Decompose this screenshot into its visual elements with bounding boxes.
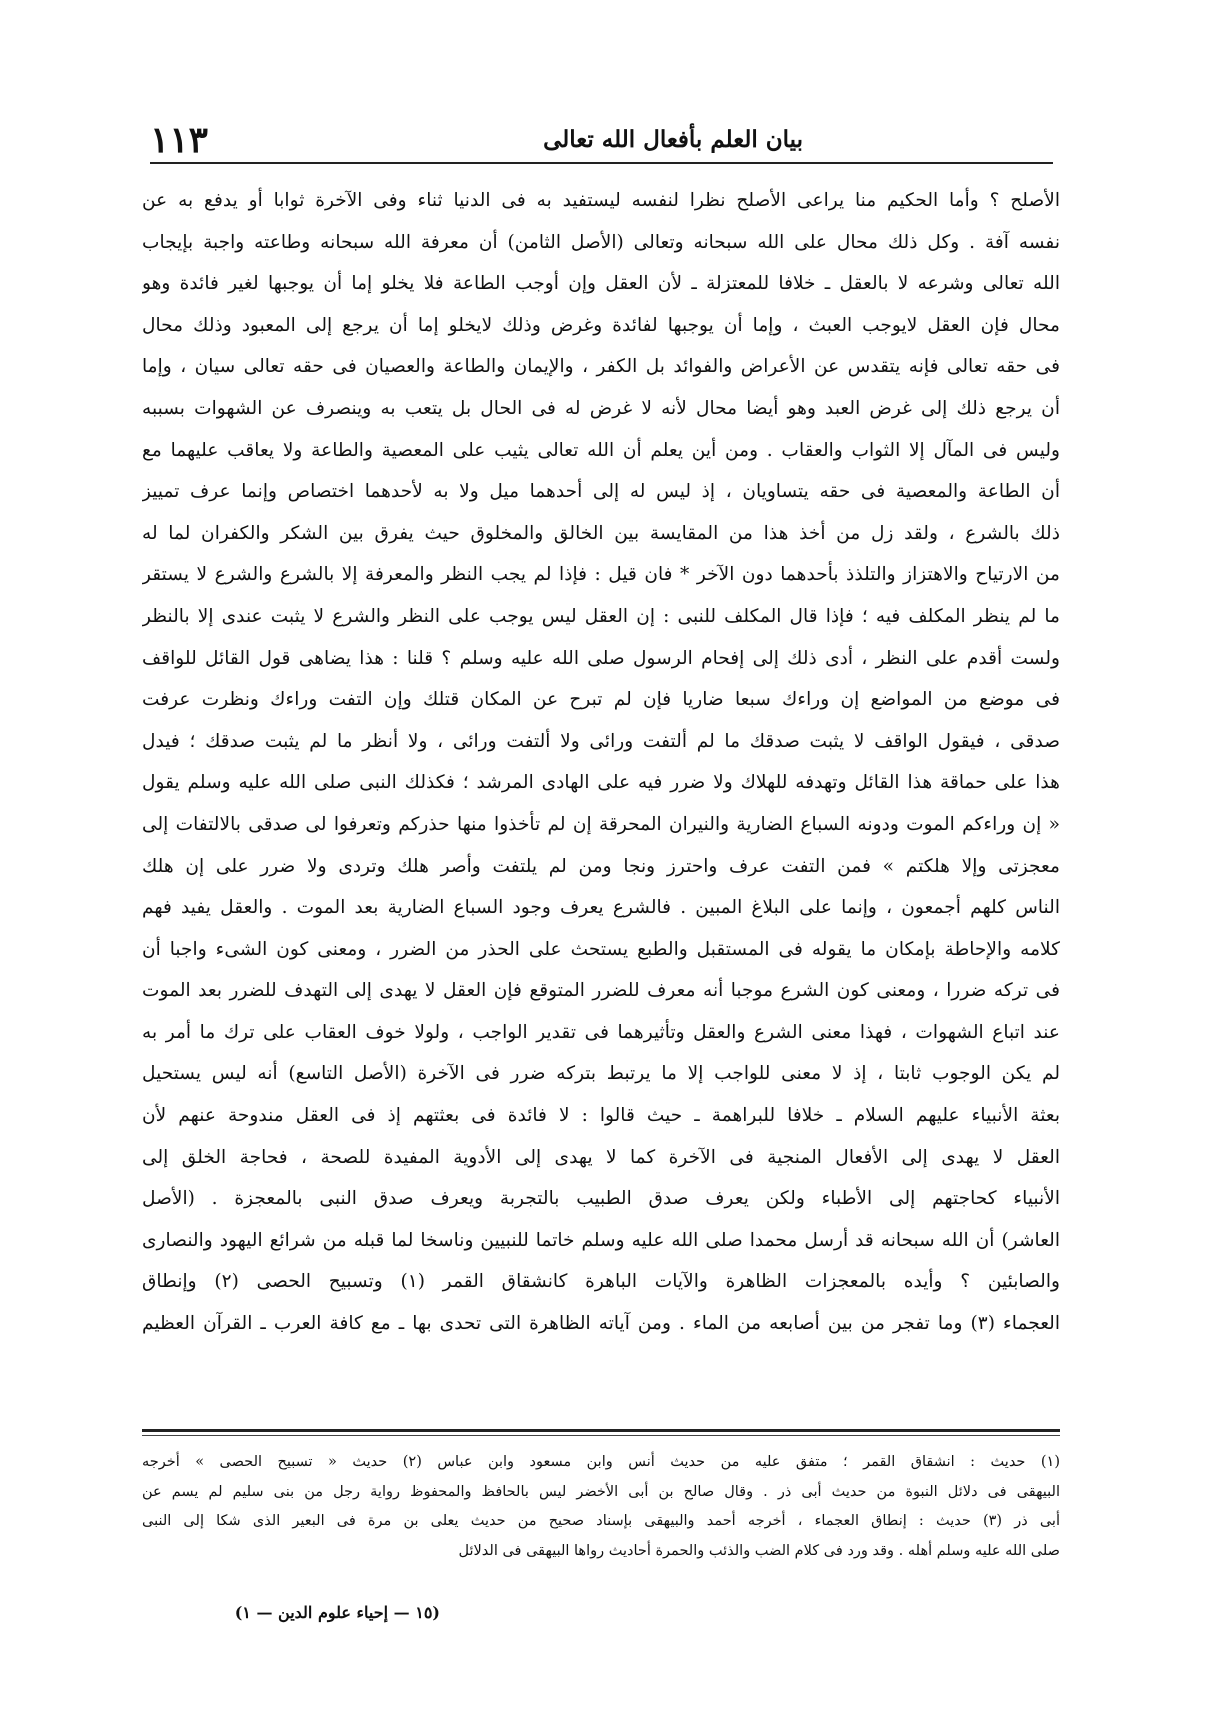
body-line: نفسه آفة . وكل ذلك محال على الله سبحانه وتعالى (الأصل الثامن) أن معرفة الله سبحانه وطاعته واجبة بإيجاب (142, 231, 1060, 253)
body-line: صدقى ، فيقول الواقف لا يثبت صدقك ما لم ألتفت ورائى ولا ألتفت ورائى ، ولا أنظر ما لم يثبت صدقك ؛ فيدل (142, 730, 1060, 752)
signature-mark: (١٥ — إحياء علوم الدين — ١) (234, 1603, 440, 1622)
body-line: العجماء (٣) وما تفجر من بين أصابعه من الماء . ومن آياته الظاهرة التى تحدى بها ـ مع كافة العرب ـ القرآن العظيم (142, 1313, 1060, 1335)
body-line: بعثة الأنبياء عليهم السلام ـ خلافا للبراهمة ـ حيث قالوا : لا فائدة فى بعثتهم إذ فى العقل مندوحة عنهم لأن (142, 1105, 1060, 1127)
body-line: الأصلح ؟ وأما الحكيم منا يراعى الأصلح نظرا لنفسه ليستفيد به فى الدنيا ثناء وفى الآخرة ثوابا أو يدفع به عن (142, 190, 1060, 211)
body-line: هذا على حماقة هذا القائل وتهدفه للهلاك ولا ضرر فيه على الهادى المرشد ؛ فكذلك النبى صلى الله عليه وسلم يقول (142, 772, 1060, 794)
body-line: ولست أقدم على النظر ، أدى ذلك إلى إفحام الرسول صلى الله عليه وسلم ؟ قلنا : هذا يضاهى قول القائل للواقف (142, 647, 1060, 669)
body-line: ما لم ينظر المكلف فيه ؛ فإذا قال المكلف للنبى : إن العقل ليس يوجب على النظر والشرع لا يثبت عندى إلا بالنظر (142, 605, 1060, 627)
footnote-separator-thin (142, 1435, 1060, 1436)
body-line: أن الطاعة والمعصية فى حقه يتساويان ، إذ ليس له إلى أحدهما ميل ولا به لأحدهما اختصاص وإنما عرف تمييز (142, 481, 1060, 503)
body-line: معجزتى وإلا هلكتم » فمن التفت عرف واحترز ونجا ومن لم يلتفت وأصر هلك وتردى ولا ضرر على إن هلك (142, 855, 1060, 877)
body-line: من الارتياح والاهتزاز والتلذذ بأحدهما دون الآخر * فان قيل : فإذا لم يجب النظر والمعرفة إلا بالشرع والشرع لا يستقر (142, 564, 1060, 586)
body-line: كلامه والإحاطة بإمكان ما يقوله فى المستقبل والطبع يستحث على الحذر من الضرر ، ومعنى كون الشىء واجبا أن (142, 938, 1060, 960)
page-number: ١١٣ (150, 119, 209, 161)
footnote-separator (142, 1429, 1060, 1432)
running-title: بيان العلم بأفعال الله تعالى (543, 126, 803, 153)
body-line: ذلك بالشرع ، ولقد زل من أخذ هذا من المقايسة بين الخالق والمخلوق حيث يفرق بين الشكر والكفران لما له (142, 522, 1060, 544)
body-line: فى موضع من المواضع إن وراءك سبعا ضاريا فإن لم تبرح عن المكان قتلك وإن التفت وراءك ونظرت عرفت (142, 689, 1060, 711)
footnote-line: صلى الله عليه وسلم أهله . وقد ورد فى كلام الضب والذئب والحمرة أحاديث رواها البيهقى فى الدلائل (458, 1542, 1060, 1559)
body-text (142, 180, 1060, 1345)
footnote-line: (١) حديث : انشقاق القمر ؛ متفق عليه من حديث أنس وابن مسعود وابن عباس (٢) حديث « تسبيح الحصى » أخرجه (142, 1454, 1060, 1470)
footnotes (142, 1448, 1060, 1566)
body-line: عند اتباع الشهوات ، فهذا معنى الشرع والعقل وتأثيرهما فى تقدير الواجب ، ولولا خوف العقاب على ترك ما أمر به (142, 1021, 1060, 1043)
body-line: « إن وراءكم الموت ودونه السباع الضارية والنيران المحرقة إن لم تأخذوا منها حذركم وتعرفوا لى صدقى بالالتفات إلى (142, 813, 1060, 835)
body-line: والصابئين ؟ وأيده بالمعجزات الظاهرة والآيات الباهرة كانشقاق القمر (١) وتسبيح الحصى (٢) وإنطاق (142, 1271, 1060, 1293)
body-line: أن يرجع ذلك إلى غرض العبد وهو أيضا محال لأنه لا غرض له فى الحال بل يتعب به وينصرف عن الشهوات بسببه (142, 397, 1060, 419)
body-line: الله تعالى وشرعه لا بالعقل ـ خلافا للمعتزلة ـ لأن العقل وإن أوجب الطاعة فلا يخلو إما أن يوجبها لغير فائدة وهو (142, 273, 1060, 295)
body-line: لم يكن الوجوب ثابتا ، إذ لا معنى للواجب إلا ما يرتبط بتركه ضرر فى الآخرة (الأصل التاسع) أنه ليس يستحيل (142, 1063, 1060, 1085)
footnote-line: البيهقى فى دلائل النبوة من حديث أبى ذر . وقال صالح بن أبى الأخضر ليس بالحافظ والمحفوظ رواية رجل من بنى سليم لم يسم عن (142, 1483, 1060, 1500)
body-line: الأنبياء كحاجتهم إلى الأطباء ولكن يعرف صدق الطبيب بالتجربة ويعرف صدق النبى بالمعجزة . (الأصل (142, 1188, 1060, 1210)
header-rule (150, 162, 1053, 164)
body-line: وليس فى المآل إلا الثواب والعقاب . ومن أين يعلم أن الله تعالى يثيب على المعصية والطاعة ولا يعاقب عليهما مع (142, 439, 1060, 461)
page-header (150, 112, 1053, 160)
body-line: فى حقه تعالى فإنه يتقدس عن الأعراض والفوائد بل الكفر ، والإيمان والطاعة والعصيان فى حقه تعالى سيان ، وإما (142, 356, 1060, 378)
body-line: الناس كلهم أجمعون ، وإنما على البلاغ المبين . فالشرع يعرف وجود السباع الضارية بعد الموت . والعقل يفيد فهم (142, 897, 1060, 919)
body-line: العاشر) أن الله سبحانه قد أرسل محمدا صلى الله عليه وسلم خاتما للنبيين وناسخا لما قبله من شرائع اليهود والنصارى (142, 1229, 1060, 1251)
body-line: محال فإن العقل لايوجب العبث ، وإما أن يوجبها لفائدة وغرض وذلك لايخلو إما أن يرجع إلى المعبود وذلك محال (142, 314, 1060, 336)
body-line: فى تركه ضررا ، ومعنى كون الشرع موجبا أنه معرف للضرر المتوقع فإن العقل لا يهدى إلى التهدف للضرر بعد الموت (142, 980, 1060, 1002)
body-line: العقل لا يهدى إلى الأفعال المنجية فى الآخرة كما لا يهدى إلى الأدوية المفيدة للصحة ، فحاجة الخلق إلى (142, 1146, 1060, 1168)
footnote-line: أبى ذر (٣) حديث : إنطاق العجماء ، أخرجه أحمد والبيهقى بإسناد صحيح من حديث يعلى بن مرة فى البعير الذى شكا إلى النبى (142, 1513, 1060, 1529)
